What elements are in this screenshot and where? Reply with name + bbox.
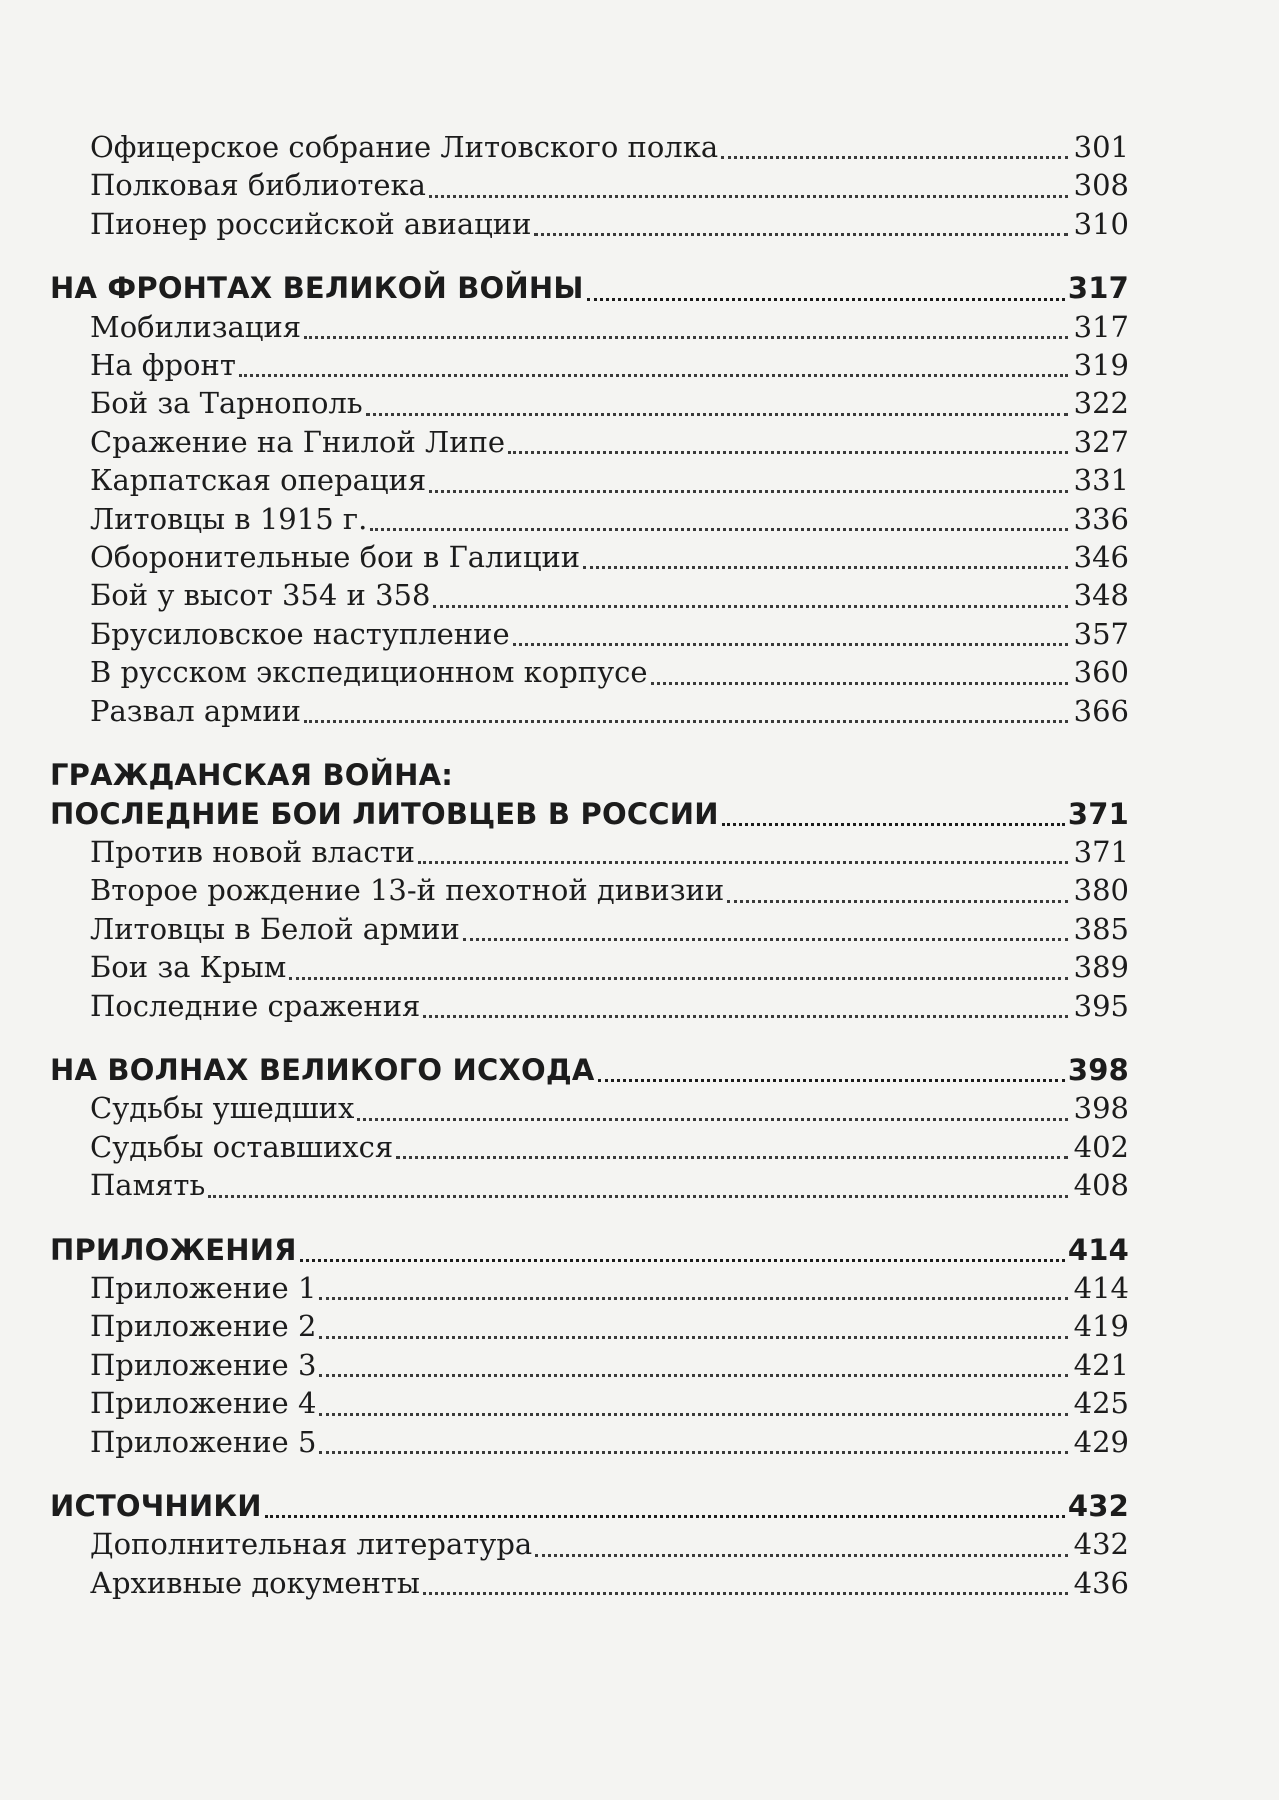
toc-entry-page: 398: [1073, 1091, 1129, 1126]
toc-entry-title: Последние сражения: [90, 988, 421, 1023]
dot-leader: [300, 1259, 1065, 1262]
toc-section-civil-war: [50, 756, 1129, 1025]
toc-entry-title: Судьбы ушедших: [90, 1091, 355, 1126]
toc-entry-page: 371: [1073, 834, 1129, 869]
toc-entry: [50, 871, 1129, 909]
dot-leader: [304, 720, 1068, 723]
dot-leader: [239, 374, 1068, 377]
dot-leader: [396, 1156, 1068, 1159]
toc-section-sources: [50, 1487, 1129, 1602]
toc-heading-title: НА ФРОНТАХ ВЕЛИКОЙ ВОЙНЫ: [50, 271, 584, 306]
toc-heading-page: 317: [1067, 271, 1129, 306]
dot-leader: [429, 490, 1068, 493]
toc-entry-title: В русском экспедиционном корпусе: [90, 655, 648, 690]
toc-section-appendices: [50, 1231, 1129, 1461]
toc-entry: [50, 1128, 1129, 1166]
toc-entry-title: Судьбы оставшихся: [90, 1129, 394, 1164]
toc-section-heading: [50, 1051, 1129, 1089]
dot-leader: [370, 528, 1068, 531]
toc-entry: [50, 538, 1129, 576]
toc-entry-title: Против новой власти: [90, 834, 416, 869]
toc-entry: [50, 1269, 1129, 1307]
toc-entry-page: 432: [1073, 1527, 1129, 1562]
toc-entry: [50, 205, 1129, 243]
toc-heading-page: 432: [1067, 1489, 1129, 1523]
toc-entry-title: Приложение 1: [90, 1270, 317, 1305]
dot-leader: [429, 195, 1068, 198]
toc-entry: [50, 1525, 1129, 1563]
toc-entry-title: Оборонительные бои в Галиции: [90, 540, 581, 575]
toc-entry: [50, 308, 1129, 346]
toc-entry-page: 429: [1073, 1424, 1129, 1459]
toc-entry: [50, 1564, 1129, 1602]
dot-leader: [304, 336, 1068, 339]
toc-heading-title: ПОСЛЕДНИЕ БОИ ЛИТОВЦЕВ В РОССИИ: [50, 796, 719, 831]
dot-leader: [598, 1079, 1065, 1082]
toc-entry-title: Брусиловское наступление: [90, 616, 510, 651]
toc-entry-title: Литовцы в 1915 г.: [90, 501, 368, 536]
dot-leader: [208, 1195, 1068, 1198]
dot-leader: [513, 643, 1068, 646]
toc-entry-page: 310: [1073, 206, 1129, 241]
toc-entry-title: Пионер российской авиации: [90, 206, 532, 241]
toc-section-great-exodus: [50, 1051, 1129, 1205]
toc-entry-page: 319: [1073, 348, 1129, 383]
toc-entry-title: Бой у высот 354 и 358: [90, 578, 431, 613]
toc-entry: [50, 948, 1129, 986]
toc-entry-page: 366: [1073, 693, 1129, 728]
toc-heading-title: ИСТОЧНИКИ: [50, 1489, 262, 1523]
toc-entry: [50, 461, 1129, 499]
toc-entry-title: Литовцы в Белой армии: [90, 911, 460, 946]
toc-heading-title: ПРИЛОЖЕНИЯ: [50, 1232, 297, 1267]
toc-entry: [50, 1307, 1129, 1345]
dot-leader: [722, 823, 1065, 826]
dot-leader: [289, 977, 1068, 980]
toc-entry-page: 357: [1073, 616, 1129, 651]
toc-entry: [50, 576, 1129, 614]
toc-entry-page: 395: [1073, 988, 1129, 1023]
dot-leader: [535, 1554, 1068, 1557]
toc-entry: [50, 500, 1129, 538]
toc-entry-page: 380: [1073, 873, 1129, 908]
dot-leader: [534, 233, 1068, 236]
dot-leader: [265, 1515, 1065, 1518]
toc-entry-page: 385: [1073, 911, 1129, 946]
toc-entry-title: Приложение 4: [90, 1386, 317, 1421]
toc-entry-page: 336: [1073, 501, 1129, 536]
toc-entry-title: Полковая библиотека: [90, 168, 426, 203]
toc-entry-title: Приложение 2: [90, 1309, 317, 1344]
toc-section-great-war: [50, 269, 1129, 730]
dot-leader: [418, 861, 1068, 864]
toc-entry-title: Бой за Тарнополь: [90, 386, 363, 421]
dot-leader: [651, 682, 1068, 685]
toc-entry-title: На фронт: [90, 348, 236, 383]
toc-heading-page: 371: [1067, 796, 1129, 831]
toc-entry-page: 348: [1073, 578, 1129, 613]
dot-leader: [319, 1336, 1068, 1339]
toc-entry-page: 308: [1073, 168, 1129, 203]
dot-leader: [583, 566, 1068, 569]
toc-entry: [50, 1166, 1129, 1204]
toc-entry-page: 421: [1073, 1347, 1129, 1382]
toc-entry: [50, 1423, 1129, 1461]
toc-intro-section: [50, 128, 1129, 243]
toc-entry: [50, 987, 1129, 1025]
toc-entry-page: 408: [1073, 1168, 1129, 1203]
toc-entry: [50, 692, 1129, 730]
dot-leader: [508, 451, 1068, 454]
toc-entry: [50, 833, 1129, 871]
toc-entry-title: Развал армии: [90, 693, 301, 728]
dot-leader: [727, 900, 1068, 903]
toc-entry-page: 402: [1073, 1129, 1129, 1164]
toc-entry-title: Бои за Крым: [90, 950, 287, 985]
toc-entry-title: Второе рождение 13-й пехотной дивизии: [90, 873, 725, 908]
toc-heading-page: 414: [1067, 1232, 1129, 1267]
dot-leader: [587, 298, 1065, 301]
dot-leader: [319, 1374, 1068, 1377]
dot-leader: [319, 1451, 1068, 1454]
toc-entry: [50, 346, 1129, 384]
toc-entry: [50, 1346, 1129, 1384]
toc-entry-title: Мобилизация: [90, 309, 302, 344]
toc-entry-page: 317: [1073, 309, 1129, 344]
toc-entry-page: 301: [1073, 130, 1129, 164]
toc-section-heading: [50, 795, 1129, 833]
toc-entry: [50, 128, 1129, 166]
toc-entry-page: 436: [1073, 1565, 1129, 1600]
toc-entry: [50, 1089, 1129, 1127]
dot-leader: [319, 1413, 1068, 1416]
toc-entry: [50, 910, 1129, 948]
toc-entry-title: Дополнительная литература: [90, 1527, 533, 1562]
dot-leader: [721, 156, 1068, 159]
toc-entry-title: Приложение 3: [90, 1347, 317, 1382]
toc-entry: [50, 615, 1129, 653]
toc-section-heading: [50, 1231, 1129, 1269]
toc-heading-title: НА ВОЛНАХ ВЕЛИКОГО ИСХОДА: [50, 1052, 595, 1087]
toc-entry-title: Офицерское собрание Литовского полка: [90, 130, 719, 164]
toc-entry-page: 327: [1073, 424, 1129, 459]
toc-entry-page: 389: [1073, 950, 1129, 985]
toc-entry-title: Архивные документы: [90, 1565, 421, 1600]
toc-entry-title: Сражение на Гнилой Липе: [90, 424, 506, 459]
toc-heading-line1: ГРАЖДАНСКАЯ ВОЙНА:: [50, 758, 454, 793]
toc-entry-page: 360: [1073, 655, 1129, 690]
toc-entry-page: 331: [1073, 463, 1129, 498]
toc-entry: [50, 653, 1129, 691]
toc-entry-page: 346: [1073, 540, 1129, 575]
dot-leader: [423, 1015, 1068, 1018]
dot-leader: [357, 1118, 1068, 1121]
toc-entry-title: Приложение 5: [90, 1424, 317, 1459]
dot-leader: [319, 1297, 1068, 1300]
toc-entry-page: 419: [1073, 1309, 1129, 1344]
dot-leader: [423, 1592, 1068, 1595]
toc-entry-page: 414: [1073, 1270, 1129, 1305]
toc-heading-page: 398: [1067, 1052, 1129, 1087]
toc-entry: [50, 166, 1129, 204]
dot-leader: [366, 413, 1068, 416]
toc-entry: [50, 423, 1129, 461]
dot-leader: [433, 605, 1068, 608]
toc-entry: [50, 384, 1129, 422]
dot-leader: [463, 938, 1068, 941]
toc-section-heading: [50, 269, 1129, 307]
toc-entry-page: 425: [1073, 1386, 1129, 1421]
toc-entry-page: 322: [1073, 386, 1129, 421]
toc-entry-title: Память: [90, 1168, 206, 1203]
toc-section-heading: [50, 1487, 1129, 1525]
toc-entry: [50, 1384, 1129, 1422]
toc-entry-title: Карпатская операция: [90, 463, 427, 498]
